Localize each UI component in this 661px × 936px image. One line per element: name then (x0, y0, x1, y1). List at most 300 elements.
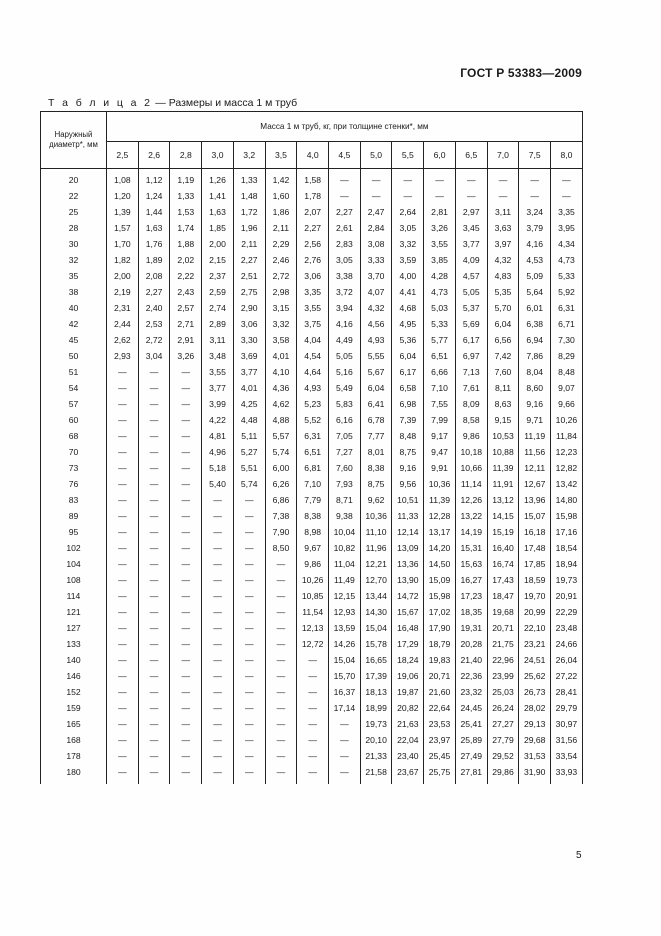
diameter-cell: 146 (41, 668, 107, 684)
mass-cell: — (202, 636, 234, 652)
mass-cell: 2,76 (297, 252, 329, 268)
table-row (41, 236, 583, 252)
mass-cell: — (107, 412, 139, 428)
mass-cell: — (107, 492, 139, 508)
table-row (41, 364, 583, 380)
mass-cell: — (202, 588, 234, 604)
mass-cell: 2,40 (138, 300, 170, 316)
mass-cell: — (107, 428, 139, 444)
mass-cell: 4,36 (265, 380, 297, 396)
mass-cell: 10,51 (392, 492, 424, 508)
mass-cell: 9,67 (297, 540, 329, 556)
mass-cell: 28,41 (551, 684, 583, 700)
mass-cell: 4,28 (424, 268, 456, 284)
mass-cell: 2,97 (455, 204, 487, 220)
mass-cell: — (202, 604, 234, 620)
mass-cell: — (392, 169, 424, 189)
mass-cell: 6,94 (519, 332, 551, 348)
mass-cell: — (265, 684, 297, 700)
mass-cell: 19,06 (392, 668, 424, 684)
diameter-cell: 114 (41, 588, 107, 604)
mass-cell: — (138, 636, 170, 652)
mass-cell: — (170, 492, 202, 508)
mass-cell: 8,04 (519, 364, 551, 380)
mass-cell: — (265, 764, 297, 784)
mass-cell: 2,31 (107, 300, 139, 316)
mass-cell: 1,41 (202, 188, 234, 204)
diameter-cell: 42 (41, 316, 107, 332)
mass-cell: 19,70 (519, 588, 551, 604)
mass-cell: 12,21 (360, 556, 392, 572)
mass-cell: 1,82 (107, 252, 139, 268)
mass-cell: — (138, 508, 170, 524)
mass-cell: 7,30 (551, 332, 583, 348)
mass-cell: — (170, 684, 202, 700)
mass-cell: — (265, 652, 297, 668)
mass-cell: 9,07 (551, 380, 583, 396)
mass-cell: 9,62 (360, 492, 392, 508)
mass-cell: 30,97 (551, 716, 583, 732)
mass-cell: 3,94 (329, 300, 361, 316)
mass-cell: 3,06 (297, 268, 329, 284)
mass-cell: 3,59 (392, 252, 424, 268)
mass-cell: 3,97 (487, 236, 519, 252)
mass-cell: 3,79 (519, 220, 551, 236)
mass-cell: 21,40 (455, 652, 487, 668)
wall-thickness-header: 5,5 (392, 142, 424, 169)
mass-cell: 20,71 (424, 668, 456, 684)
mass-cell: 9,16 (392, 460, 424, 476)
mass-cell: — (233, 636, 265, 652)
mass-cell: 1,78 (297, 188, 329, 204)
mass-cell: 26,04 (551, 652, 583, 668)
mass-cell: — (138, 524, 170, 540)
outer-diameter-header: Наружный диаметр*, мм (41, 112, 107, 169)
mass-cell: 4,96 (202, 444, 234, 460)
mass-cell: — (233, 716, 265, 732)
mass-cell: 23,67 (392, 764, 424, 784)
mass-cell: 13,44 (360, 588, 392, 604)
diameter-cell: 121 (41, 604, 107, 620)
mass-cell: 13,90 (392, 572, 424, 588)
mass-cell: 2,56 (297, 236, 329, 252)
mass-cell: 31,56 (551, 732, 583, 748)
mass-cell: 7,79 (297, 492, 329, 508)
table-row (41, 588, 583, 604)
mass-cell: 12,14 (392, 524, 424, 540)
table-row (41, 380, 583, 396)
mass-cell: 15,98 (424, 588, 456, 604)
mass-cell: 4,49 (329, 332, 361, 348)
mass-cell: 4,04 (297, 332, 329, 348)
mass-cell: 1,89 (138, 252, 170, 268)
table-row (41, 668, 583, 684)
mass-cell: 2,74 (202, 300, 234, 316)
mass-cell: 12,11 (519, 460, 551, 476)
mass-cell: 27,22 (551, 668, 583, 684)
mass-cell: 15,67 (392, 604, 424, 620)
mass-cell: 7,27 (329, 444, 361, 460)
mass-cell: 25,45 (424, 748, 456, 764)
mass-cell: 6,00 (265, 460, 297, 476)
table-row (41, 220, 583, 236)
mass-cell: 3,11 (487, 204, 519, 220)
mass-cell: 9,86 (455, 428, 487, 444)
mass-cell: 4,09 (455, 252, 487, 268)
table-row (41, 169, 583, 189)
mass-cell: 21,60 (424, 684, 456, 700)
mass-cell: — (138, 476, 170, 492)
mass-cell: 2,37 (202, 268, 234, 284)
mass-cell: 5,77 (424, 332, 456, 348)
mass-cell: 6,04 (487, 316, 519, 332)
mass-cell: — (138, 620, 170, 636)
wall-thickness-header: 7,0 (487, 142, 519, 169)
mass-cell: — (107, 540, 139, 556)
mass-cell: 4,93 (297, 380, 329, 396)
mass-cell: — (202, 620, 234, 636)
mass-cell: 2,57 (170, 300, 202, 316)
mass-cell: 3,77 (202, 380, 234, 396)
table-row (41, 188, 583, 204)
mass-cell: 29,52 (487, 748, 519, 764)
mass-cell: 1,44 (138, 204, 170, 220)
mass-cell: — (107, 732, 139, 748)
mass-cell: 8,75 (392, 444, 424, 460)
mass-cell: 6,01 (519, 300, 551, 316)
mass-cell: 12,15 (329, 588, 361, 604)
mass-cell: — (551, 169, 583, 189)
table-row (41, 300, 583, 316)
table-caption-title: — Размеры и масса 1 м труб (152, 97, 298, 109)
mass-cell: — (107, 524, 139, 540)
diameter-cell: 89 (41, 508, 107, 524)
diameter-cell: 140 (41, 652, 107, 668)
mass-cell: — (265, 700, 297, 716)
mass-cell: 1,48 (233, 188, 265, 204)
mass-cell: 4,22 (202, 412, 234, 428)
mass-cell: — (233, 588, 265, 604)
mass-cell: — (297, 700, 329, 716)
mass-cell: 10,66 (455, 460, 487, 476)
mass-cell: 14,15 (487, 508, 519, 524)
table-row (41, 444, 583, 460)
mass-cell: 17,39 (360, 668, 392, 684)
mass-cell: 1,08 (107, 169, 139, 189)
mass-cell: 1,74 (170, 220, 202, 236)
mass-cell: 3,48 (202, 348, 234, 364)
mass-cell: 2,19 (107, 284, 139, 300)
table-row (41, 636, 583, 652)
mass-cell: — (233, 492, 265, 508)
mass-cell: 8,60 (519, 380, 551, 396)
mass-cell: 1,96 (233, 220, 265, 236)
mass-cell: — (265, 668, 297, 684)
mass-cell: 3,04 (138, 348, 170, 364)
diameter-cell: 73 (41, 460, 107, 476)
mass-cell: — (138, 572, 170, 588)
mass-cell: 7,13 (455, 364, 487, 380)
mass-cell: 10,85 (297, 588, 329, 604)
mass-cell: — (297, 748, 329, 764)
mass-cell: 3,70 (360, 268, 392, 284)
mass-cell: 4,68 (392, 300, 424, 316)
wall-thickness-header: 2,6 (138, 142, 170, 169)
mass-cell: 2,72 (138, 332, 170, 348)
mass-cell: 4,10 (265, 364, 297, 380)
mass-cell: 8,75 (360, 476, 392, 492)
mass-cell: — (202, 524, 234, 540)
mass-cell: 14,19 (455, 524, 487, 540)
mass-cell: — (233, 748, 265, 764)
standard-code: ГОСТ Р 53383—2009 (460, 66, 582, 80)
mass-cell: 26,24 (487, 700, 519, 716)
mass-cell: — (329, 748, 361, 764)
mass-cell: 1,57 (107, 220, 139, 236)
mass-cell: 2,71 (170, 316, 202, 332)
mass-cell: 9,56 (392, 476, 424, 492)
mass-cell: 11,54 (297, 604, 329, 620)
mass-cell: 4,00 (392, 268, 424, 284)
mass-cell: 2,62 (107, 332, 139, 348)
mass-cell: — (107, 716, 139, 732)
mass-cell: 13,17 (424, 524, 456, 540)
mass-cell: — (107, 396, 139, 412)
mass-cell: — (392, 188, 424, 204)
wall-thickness-header: 3,0 (202, 142, 234, 169)
mass-cell: 15,04 (329, 652, 361, 668)
mass-cell: 20,99 (519, 604, 551, 620)
wall-thickness-header: 2,5 (107, 142, 139, 169)
mass-cell: 16,74 (487, 556, 519, 572)
mass-cell: 5,52 (297, 412, 329, 428)
mass-cell: 7,55 (424, 396, 456, 412)
mass-cell: 9,47 (424, 444, 456, 460)
mass-cell: — (138, 684, 170, 700)
mass-cell: 9,38 (329, 508, 361, 524)
wall-thickness-header: 8,0 (551, 142, 583, 169)
mass-cell: 3,58 (265, 332, 297, 348)
mass-cell: 31,90 (519, 764, 551, 784)
mass-cell: 13,42 (551, 476, 583, 492)
mass-cell: — (233, 572, 265, 588)
mass-cell: 7,05 (329, 428, 361, 444)
mass-cell: 4,54 (297, 348, 329, 364)
mass-cell: 12,23 (551, 444, 583, 460)
diameter-cell: 50 (41, 348, 107, 364)
mass-cell: — (138, 604, 170, 620)
diameter-cell: 95 (41, 524, 107, 540)
mass-cell: — (170, 764, 202, 784)
mass-cell: — (329, 169, 361, 189)
mass-cell: — (519, 169, 551, 189)
mass-cell: 19,83 (424, 652, 456, 668)
mass-cell: 7,38 (265, 508, 297, 524)
diameter-cell: 60 (41, 412, 107, 428)
diameter-cell: 102 (41, 540, 107, 556)
mass-cell: 12,70 (360, 572, 392, 588)
mass-cell: 5,83 (329, 396, 361, 412)
mass-cell: 12,72 (297, 636, 329, 652)
diameter-cell: 30 (41, 236, 107, 252)
mass-cell: 18,99 (360, 700, 392, 716)
mass-header: Масса 1 м труб, кг, при толщине стенки*, мм (107, 112, 583, 142)
mass-cell: — (297, 684, 329, 700)
mass-cell: — (107, 636, 139, 652)
mass-cell: 24,51 (519, 652, 551, 668)
mass-cell: 25,75 (424, 764, 456, 784)
mass-cell: 5,74 (265, 444, 297, 460)
table-row (41, 556, 583, 572)
mass-cell: 22,04 (392, 732, 424, 748)
mass-cell: — (170, 668, 202, 684)
mass-cell: 20,82 (392, 700, 424, 716)
mass-cell: 21,63 (392, 716, 424, 732)
mass-cell: 6,71 (551, 316, 583, 332)
mass-cell: 4,88 (265, 412, 297, 428)
mass-cell: 2,46 (265, 252, 297, 268)
mass-cell: 29,79 (551, 700, 583, 716)
mass-cell: 6,04 (392, 348, 424, 364)
diameter-cell: 133 (41, 636, 107, 652)
mass-cell: 5,16 (329, 364, 361, 380)
mass-cell: 4,53 (519, 252, 551, 268)
mass-cell: 1,26 (202, 169, 234, 189)
wall-thickness-header: 4,0 (297, 142, 329, 169)
mass-cell: — (297, 764, 329, 784)
table-row (41, 252, 583, 268)
mass-cell: 15,07 (519, 508, 551, 524)
mass-cell: 8,58 (455, 412, 487, 428)
mass-cell: 8,38 (360, 460, 392, 476)
mass-cell: 5,49 (329, 380, 361, 396)
mass-cell: — (265, 604, 297, 620)
mass-cell: — (329, 764, 361, 784)
mass-cell: 13,12 (487, 492, 519, 508)
mass-cell: — (170, 572, 202, 588)
diameter-cell: 25 (41, 204, 107, 220)
mass-cell: 13,09 (392, 540, 424, 556)
mass-cell: 5,27 (233, 444, 265, 460)
mass-cell: — (487, 169, 519, 189)
mass-cell: 5,70 (487, 300, 519, 316)
mass-cell: 5,09 (519, 268, 551, 284)
wall-thickness-header: 6,0 (424, 142, 456, 169)
mass-cell: — (202, 572, 234, 588)
mass-cell: 2,98 (265, 284, 297, 300)
mass-cell: 18,54 (551, 540, 583, 556)
mass-cell: — (107, 652, 139, 668)
mass-cell: — (107, 460, 139, 476)
mass-cell: 11,04 (329, 556, 361, 572)
mass-cell: 8,48 (392, 428, 424, 444)
mass-cell: — (138, 364, 170, 380)
mass-cell: 22,36 (455, 668, 487, 684)
mass-cell: — (202, 540, 234, 556)
mass-cell: 18,35 (455, 604, 487, 620)
diameter-cell: 180 (41, 764, 107, 784)
mass-cell: — (138, 412, 170, 428)
mass-cell: 1,63 (138, 220, 170, 236)
mass-cell: 1,19 (170, 169, 202, 189)
mass-cell: — (138, 732, 170, 748)
mass-cell: 4,73 (424, 284, 456, 300)
table-row (41, 332, 583, 348)
mass-cell: 21,33 (360, 748, 392, 764)
table-row (41, 700, 583, 716)
mass-cell: 2,61 (329, 220, 361, 236)
mass-cell: — (455, 188, 487, 204)
mass-cell: — (297, 668, 329, 684)
mass-cell: — (107, 620, 139, 636)
mass-cell: 17,85 (519, 556, 551, 572)
mass-cell: 23,32 (455, 684, 487, 700)
mass-cell: 4,01 (233, 380, 265, 396)
mass-cell: 7,10 (424, 380, 456, 396)
mass-cell: 2,93 (107, 348, 139, 364)
mass-cell: 12,93 (329, 604, 361, 620)
mass-cell: 3,32 (392, 236, 424, 252)
mass-cell: 3,72 (329, 284, 361, 300)
mass-cell: 4,57 (455, 268, 487, 284)
mass-cell: 5,37 (455, 300, 487, 316)
mass-cell: 3,55 (424, 236, 456, 252)
mass-cell: 3,32 (265, 316, 297, 332)
mass-cell: 1,88 (170, 236, 202, 252)
mass-cell: 5,64 (519, 284, 551, 300)
mass-cell: 2,22 (170, 268, 202, 284)
mass-cell: — (202, 716, 234, 732)
mass-cell: 6,31 (297, 428, 329, 444)
mass-cell: 6,38 (519, 316, 551, 332)
mass-cell: — (107, 364, 139, 380)
mass-cell: 11,19 (519, 428, 551, 444)
mass-cell: 3,26 (424, 220, 456, 236)
mass-cell: — (138, 748, 170, 764)
mass-cell: 18,79 (424, 636, 456, 652)
mass-cell: — (233, 732, 265, 748)
mass-cell: 2,51 (233, 268, 265, 284)
mass-cell: — (138, 668, 170, 684)
mass-cell: 2,11 (265, 220, 297, 236)
mass-cell: 23,97 (424, 732, 456, 748)
mass-cell: 1,12 (138, 169, 170, 189)
table-row (41, 396, 583, 412)
table-row (41, 524, 583, 540)
mass-cell: 16,27 (455, 572, 487, 588)
diameter-cell: 127 (41, 620, 107, 636)
mass-cell: 5,05 (455, 284, 487, 300)
mass-cell: 3,63 (487, 220, 519, 236)
mass-cell: 4,34 (551, 236, 583, 252)
mass-cell: — (107, 588, 139, 604)
diameter-cell: 178 (41, 748, 107, 764)
mass-cell: — (170, 620, 202, 636)
mass-cell: — (424, 188, 456, 204)
diameter-cell: 57 (41, 396, 107, 412)
mass-cell: 7,93 (329, 476, 361, 492)
mass-cell: 2,44 (107, 316, 139, 332)
mass-cell: 4,81 (202, 428, 234, 444)
mass-cell: — (233, 668, 265, 684)
mass-cell: 14,50 (424, 556, 456, 572)
mass-cell: 14,20 (424, 540, 456, 556)
diameter-cell: 45 (41, 332, 107, 348)
mass-cell: — (170, 556, 202, 572)
table-row (41, 764, 583, 784)
mass-cell: — (202, 684, 234, 700)
mass-cell: 7,60 (487, 364, 519, 380)
